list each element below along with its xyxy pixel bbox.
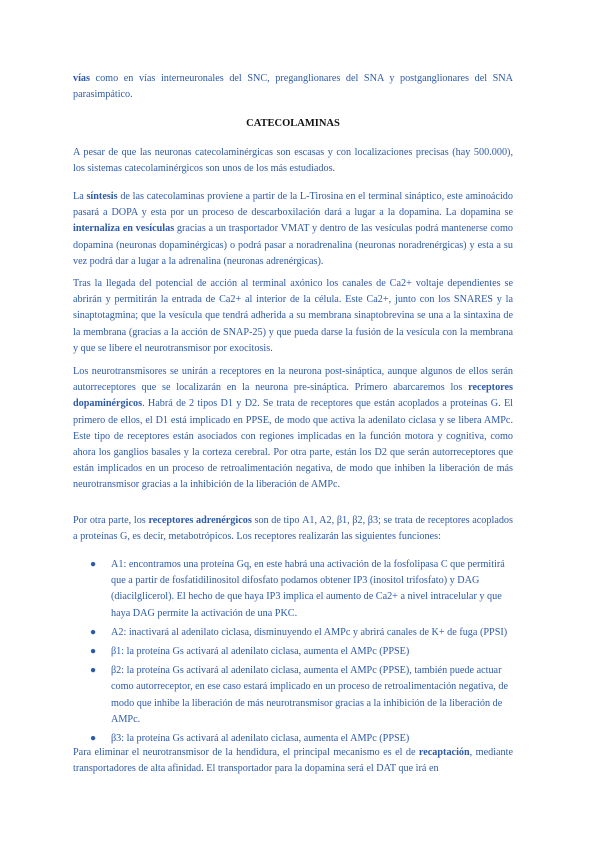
recapt-bold-term: recaptación bbox=[418, 747, 470, 758]
paragraph-receptores-dopaminergicos bbox=[73, 364, 513, 494]
section-heading: CATECOLAMINAS bbox=[246, 118, 340, 129]
intro-paragraph bbox=[73, 71, 513, 103]
paragraph-receptores-adrenergicos bbox=[73, 513, 513, 545]
list-item bbox=[73, 663, 513, 728]
paragraph-escasas: A pesar de que las neuronas catecolaminérgicas son escasas y con localizaciones precisas (hay 500.000), los sistemas catecolaminérgicos son unos de los más estudiados. bbox=[73, 147, 513, 175]
recapt-text-a: Para eliminar el neurotransmisor de la hendidura, el principal mecanismo es el de bbox=[73, 747, 419, 758]
bullet-icon: ● bbox=[90, 646, 97, 658]
paragraph-recaptacion bbox=[73, 745, 513, 777]
list-item-text: β3: la proteína Gs activará al adenilato ciclasa, aumenta el AMPc (PPSE) bbox=[111, 733, 410, 745]
sintesis-text-a: La bbox=[73, 191, 87, 202]
adren-bold-term: receptores adrenérgicos bbox=[148, 515, 252, 526]
list-item-text: β2: la proteína Gs activará al adenilato ciclasa, aumenta el AMPc (PPSE), también puede actuar como autorreceptor, en ese caso estará implicado en un proceso de retroalimentación negativa, de modo que inhibe la liberación de más neurotransmisor gracias a la inhibición de la liberación de AMPc. bbox=[111, 665, 509, 725]
bullet-icon: ● bbox=[90, 626, 97, 638]
adren-text-a: Por otra parte, los bbox=[73, 515, 149, 526]
paragraph-sintesis bbox=[73, 189, 513, 270]
dopamin-text-c: . Habrá de 2 tipos D1 y D2. Se trata de receptores que están acoplados a proteínas G. El primero de ellos, el D1 está implicado en PPSE, de modo que activa la adenilato ciclasa y se libera AMPc. Este tipo de receptores están asociados con regiones implicadas en la función motora y cognitiva, como ahora los ganglios basales y la corteza cerebral. Por otra parte, están los D2 que serán autorreceptores que están implicados en un proceso de retroalimentación negativa, de modo que inhiben la liberación de más neurotransmisor gracias a la inhibición de la liberación de AMPc. bbox=[73, 398, 513, 491]
list-item-text: Α1: encontramos una proteína Gq, en este habrá una activación de la fosfolipasa C que permitirá que a partir de fosfatidilinositol difosfato podamos obtener IP3 (inositol trifosfato) y DAG (diacilglicerol). El hecho de que haya IP3 implica el aumento de Ca2+ a nivel intracelular y que haya DAG permite la activación de una PKC. bbox=[111, 559, 505, 619]
list-item bbox=[73, 625, 513, 641]
sintesis-bold-term: síntesis bbox=[86, 191, 118, 202]
list-item bbox=[73, 644, 513, 660]
adren-text-c: son de tipo Α1, Α2, β1, β2, β3; se trata de receptores acoplados a proteínas G, es decir, metabotrópicos. Los receptores realizarán las siguientes funciones: bbox=[73, 515, 513, 543]
bullet-icon: ● bbox=[90, 665, 97, 677]
receptor-function-list bbox=[73, 557, 513, 750]
list-item bbox=[73, 557, 513, 622]
dopamin-bold-term: receptores dopaminérgicos bbox=[73, 382, 513, 410]
intro-text: como en vías interneuronales del SNC, preganglionares del SNA y postganglionares del SNA parasimpático. bbox=[73, 73, 513, 101]
paragraph-potencial-accion: Tras la llegada del potencial de acción al terminal axónico los canales de Ca2+ voltaje dependientes se abrirán y permitirán la entrada de Ca2+ al interior de la célula. Este Ca2+, junto con los SNARES y la sinaptotagmina; que la vesícula que tendrá adherida a su membrana sinaptobrevina se una a la sintaxina de la membrana (gracias a la acción de SNAP-25) y que pueda darse la fusión de la vesícula con la membrana y que se libere el neurotransmisor por exocitosis. bbox=[73, 278, 513, 354]
dopamin-text-a: Los neurotransmisores se unirán a receptores en la neurona post-sináptica, aunque algunos de ellos serán autorreceptores que se localizarán en la neurona pre-sináptica. Primero abarcaremos los bbox=[73, 366, 513, 394]
intro-bold-term: vías bbox=[73, 73, 90, 84]
list-item-text: Α2: inactivará al adenilato ciclasa, disminuyendo el AMPc y abrirá canales de K+ de fuga (PPSI) bbox=[111, 626, 508, 638]
internaliza-bold-term: internaliza en vesículas bbox=[73, 223, 175, 235]
sintesis-text-d: gracias a un trasportador VMAT y dentro de las vesículas podrá mantenerse como dopamina (neuronas dopaminérgicas) o podrá pasar a noradrenalina (neuronas noradrenérgicas) y esta a su vez podrá dar a lugar a la adrenalina (neuronas adrenérgicas). bbox=[73, 223, 513, 267]
recapt-text-c: , mediante transportadores de alta afinidad. El transportador para la dopamina será el DAT que irá en bbox=[73, 747, 513, 775]
bullet-icon: ● bbox=[90, 733, 97, 745]
sintesis-text-c: de las catecolaminas proviene a partir de la L-Tirosina en el terminal sináptico, este aminoácido pasará a DOPA y esta por un proceso de descarboxilación dará a lugar a la dopamina. La dopamina se bbox=[73, 191, 513, 219]
bullet-icon: ● bbox=[90, 559, 97, 570]
list-item-text: β1: la proteína Gs activará al adenilato ciclasa, aumenta el AMPc (PPSE) bbox=[111, 646, 410, 658]
